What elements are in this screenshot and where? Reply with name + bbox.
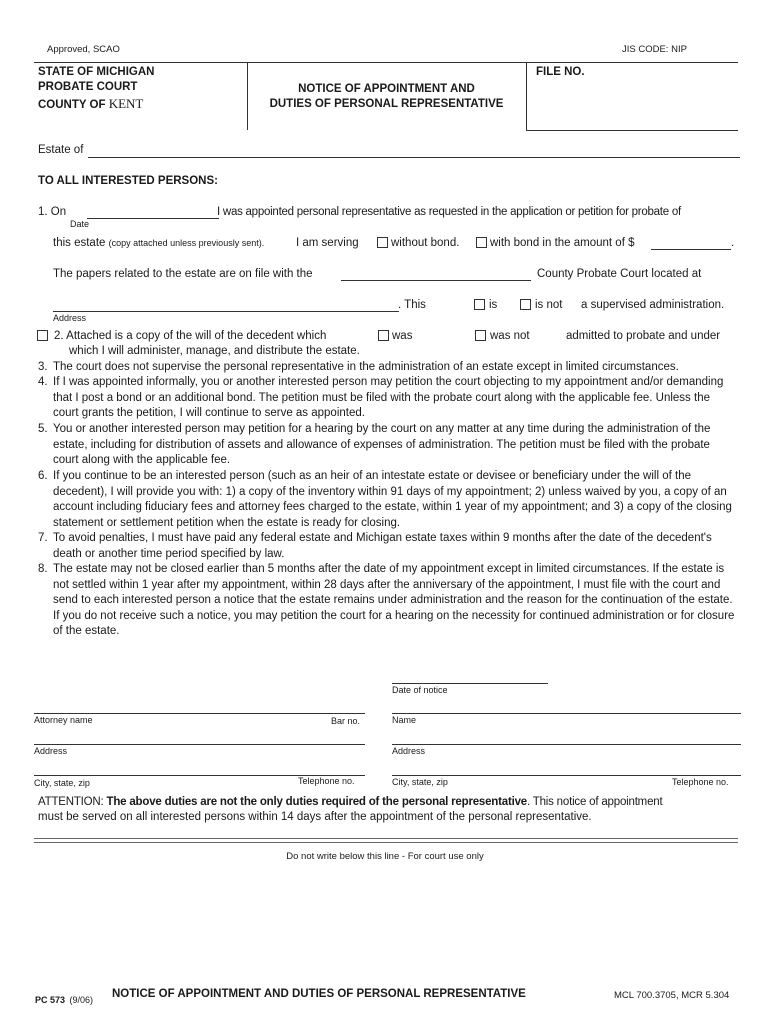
footer-citation: MCL 700.3705, MCR 5.304 [614,990,730,1001]
paragraph-7-number: 7. [38,532,48,544]
supervised-text: a supervised administration. [581,299,725,311]
attention-prefix: ATTENTION: [38,796,104,808]
form-title-line1: NOTICE OF APPOINTMENT AND [298,83,475,95]
court-use-note: Do not write below this line - For court use only [286,851,484,862]
paragraph-7 [38,531,738,562]
will-was-checkbox[interactable] [378,330,389,341]
paragraph-8 [38,562,738,640]
attorney-city-label: City, state, zip [34,778,90,788]
salutation: TO ALL INTERESTED PERSONS: [38,175,218,187]
court-address-field[interactable] [53,296,399,312]
header-divider-right [526,62,527,130]
header-divider-left [247,62,248,130]
header-top-rule [34,62,738,63]
paragraph-3 [38,360,738,376]
paragraph-8-number: 8. [38,563,48,575]
this-text: . This [398,299,426,311]
paragraph-5-text: You or another interested person may petition for a hearing by the court on any matter at any time during the administration of the estate, including for distribution of assets and allowance of expenses of administration. The petition must be filed with the probate court along with the applicable fee. [53,423,711,466]
address-field[interactable] [392,729,741,745]
item1-number: 1. [38,206,48,218]
paragraph-6-text: If you continue to be an interested person (such as an heir of an intestate estate or devisee or beneficiary under the will of the decedent), I will provide you with: 1) a copy of the inventory within 91 days of my appointment; 2) unless waived by you, a copy of an account including fiduciary fees and attorney fees charged to the estate, within 1 year of my appointment; and 3) a copy of the closing statement or settlement petition when the estate is ready for closing. [53,470,732,529]
court-use-rule-bottom [34,842,738,843]
attorney-name-label: Attorney name [34,715,93,725]
attorney-address-label: Address [34,746,68,756]
paragraph-6-number: 6. [38,470,48,482]
attorney-address-field[interactable] [34,729,365,745]
form-footer-id [35,990,93,1008]
is-not-label: is not [535,299,563,311]
court-name: PROBATE COURT [38,81,138,93]
county-label: COUNTY OF [38,99,106,111]
was-label: was [392,330,413,342]
estate-of-label: Estate of [38,144,84,156]
name-label: Name [392,715,417,725]
attention-rest: . This notice of appointment [526,796,663,808]
attention-line2: must be served on all interested persons within 14 days after the appointment of the personal representative. [38,811,592,823]
court-use-rule-top [34,838,738,839]
appointment-date-field[interactable] [87,203,219,219]
jis-code: JIS CODE: NIP [622,44,687,55]
form-number: PC 573 [35,995,66,1005]
without-bond-checkbox[interactable] [377,237,388,248]
with-bond-checkbox[interactable] [476,237,487,248]
form-title-line2: DUTIES OF PERSONAL REPRESENTATIVE [269,98,504,110]
date-of-notice-label: Date of notice [392,685,448,695]
paragraph-3-number: 3. [38,361,48,373]
address-caption: Address [53,313,87,323]
admitted-text: admitted to probate and under [566,330,721,342]
item2-line2: which I will administer, manage, and distribute the estate. [69,345,360,357]
copy-note: (copy attached unless previously sent). [108,238,265,248]
paragraph-4-text: If I was appointed informally, you or another interested person may petition the court objecting to my appointment and/or demanding that I post a bond or an additional bond. The petition must be filed with the probate court along with the applicable fee. Unless the court grants the petition, I will continue to serve as appointed. [53,376,724,419]
county-value[interactable]: KENT [108,96,144,111]
footer-title: NOTICE OF APPOINTMENT AND DUTIES OF PERSONAL REPRESENTATIVE [112,988,526,1000]
file-box-bottom [526,130,738,131]
address-label: Address [392,746,426,756]
state-name: STATE OF MICHIGAN [38,66,155,78]
attention-bold: The above duties are not the only duties required of the personal representative [106,796,527,808]
paragraph-5 [38,422,738,469]
paragraph-6 [38,469,738,531]
will-attached-checkbox[interactable] [37,330,48,341]
paragraph-4 [38,375,738,422]
date-caption: Date [70,219,90,229]
name-field[interactable] [392,698,741,714]
is-label: is [489,299,498,311]
estate-name-field[interactable] [88,142,740,158]
bond-period: . [731,237,735,249]
bond-amount-field[interactable] [651,234,731,250]
item1-on: On [50,206,67,218]
this-estate-text: this estate [53,237,106,249]
was-not-label: was not [490,330,530,342]
county-court-field[interactable] [341,265,531,281]
is-not-supervised-checkbox[interactable] [520,299,531,310]
city-field[interactable] [392,760,741,776]
paragraph-4-number: 4. [38,376,48,388]
paragraph-7-text: To avoid penalties, I must have paid any federal estate and Michigan estate taxes within 9 months after the date of the decedent's death or another time period specified by law. [53,532,712,560]
paragraph-5-number: 5. [38,423,48,435]
will-was-not-checkbox[interactable] [475,330,486,341]
city-label: City, state, zip [392,777,448,787]
telephone-label: Telephone no. [672,777,729,787]
papers-text: The papers related to the estate are on file with the [53,268,313,280]
with-bond-label: with bond in the amount of $ [490,237,635,249]
file-no-label: FILE NO. [536,66,585,78]
bar-no-label: Bar no. [331,716,361,726]
county-court-text: County Probate Court located at [537,268,702,280]
attorney-telephone-label: Telephone no. [298,776,355,786]
without-bond-label: without bond. [391,237,460,249]
file-no-field[interactable] [536,84,730,99]
i-am-serving-text: I am serving [296,237,359,249]
form-revision: (9/06) [69,995,93,1005]
appointed-text: I was appointed personal representative as requested in the application or petition for probate of [217,206,681,218]
date-of-notice-field[interactable] [392,668,548,684]
approved-label: Approved, SCAO [47,44,120,55]
is-supervised-checkbox[interactable] [474,299,485,310]
paragraph-8-text: The estate may not be closed earlier than 5 months after the date of my appointment except in limited circumstances. If the estate is not settled within 1 year after my appointment, within 28 days after the anniversary of the appointment, I must file with the court and send to each interested person a notice that the estate remains under administration and the reason for the continuation of the estate. If you do not receive such a notice, you may petition the court for a hearing on the necessity for continued administration or for closure of the estate. [53,563,735,637]
item2-text: 2. Attached is a copy of the will of the decedent which [54,330,327,342]
paragraph-3-text: The court does not supervise the personal representative in the administration of an estate except in limited circumstances. [53,361,679,373]
attorney-name-field[interactable] [34,698,365,714]
attention-line1 [38,796,662,808]
attorney-city-field[interactable] [34,760,365,776]
